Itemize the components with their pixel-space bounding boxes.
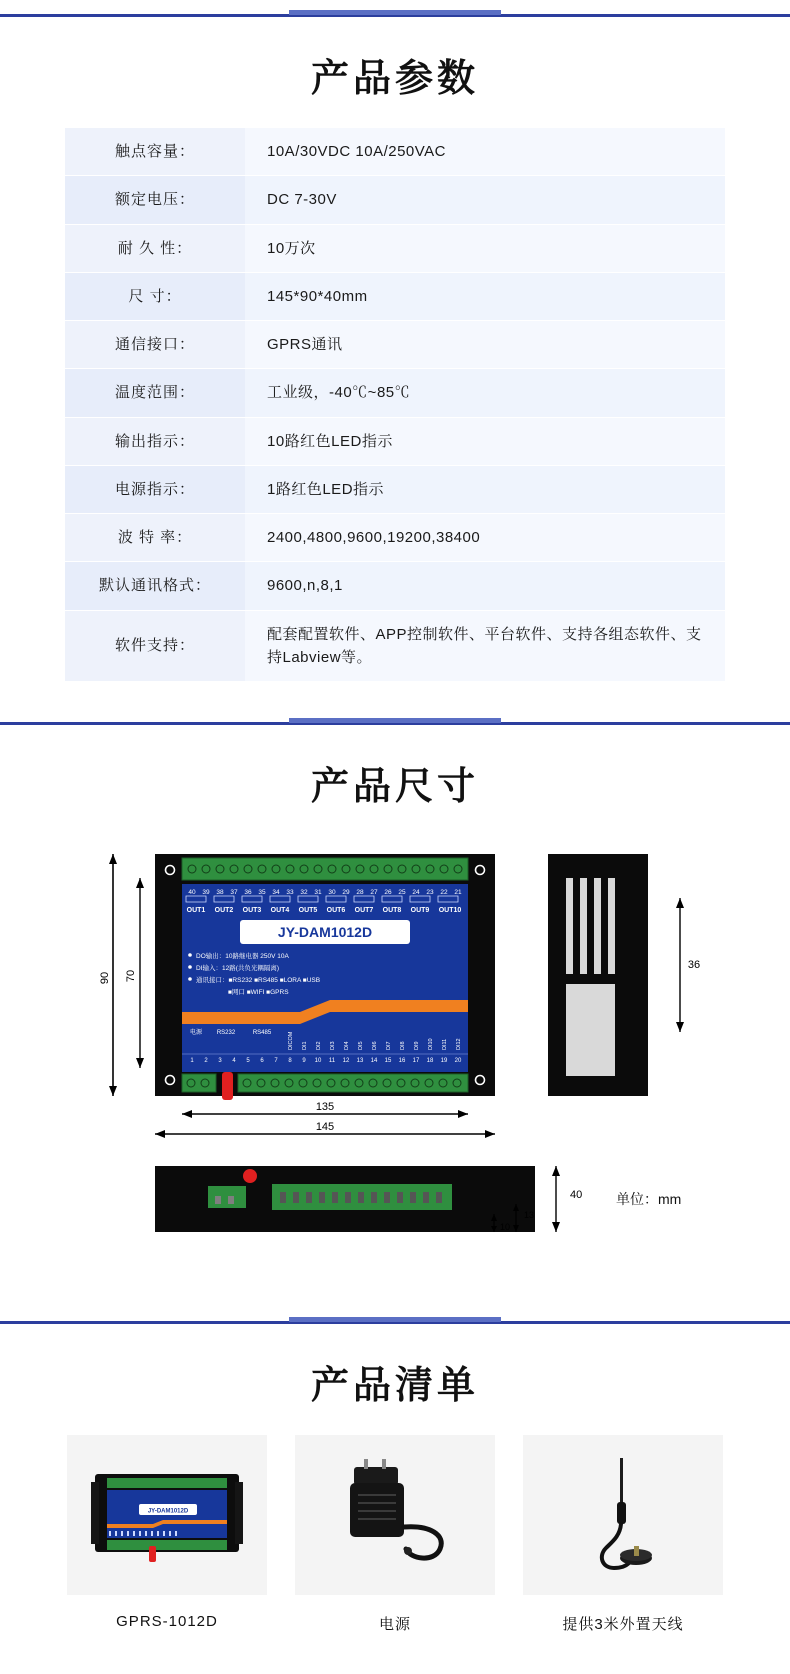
dim-label-70: 70 (125, 969, 137, 983)
spec-value: DC 7-30V (245, 176, 725, 224)
power-adapter-photo (320, 1455, 470, 1575)
spec-table-body (65, 128, 725, 682)
table-row (65, 369, 725, 417)
svg-text:OUT8: OUT8 (382, 907, 402, 914)
svg-text:32: 32 (300, 889, 308, 896)
svg-text:3: 3 (218, 1058, 222, 1064)
spec-key: 电源指示： (65, 465, 245, 513)
board-bullet: 通讯接口：■RS232 ■RS485 ■LORA ■USB (196, 977, 321, 984)
rs485-label: RS485 (252, 1030, 272, 1036)
list-item (295, 1435, 495, 1634)
svg-text:36: 36 (244, 889, 252, 896)
spec-value: GPRS通讯 (245, 321, 725, 369)
svg-text:DI3: DI3 (330, 1041, 336, 1050)
product-photo-antenna (523, 1435, 723, 1595)
page-title-list: 产品清单 (310, 1363, 479, 1407)
spec-value: 2400,4800,9600,19200,38400 (245, 514, 725, 562)
svg-text:OUT2: OUT2 (214, 907, 234, 914)
svg-text:30: 30 (328, 889, 336, 896)
svg-text:9: 9 (302, 1058, 306, 1064)
spec-value: 1路红色LED指示 (245, 465, 725, 513)
dimension-drawing-wrap (0, 836, 790, 1307)
svg-text:7: 7 (274, 1058, 278, 1064)
svg-text:18: 18 (426, 1058, 434, 1064)
divider-accent (289, 10, 501, 15)
svg-text:31: 31 (314, 889, 322, 896)
front-terminal-small (208, 1186, 246, 1208)
dim-label-135: 135 (315, 1101, 335, 1113)
svg-text:40: 40 (188, 889, 196, 896)
svg-text:38: 38 (216, 889, 224, 896)
item-caption: GPRS-1012D (116, 1613, 218, 1630)
spec-key: 温度范围： (65, 369, 245, 417)
svg-text:8: 8 (288, 1058, 292, 1064)
list-item (67, 1435, 267, 1634)
spec-key: 软件支持： (65, 610, 245, 682)
svg-text:DI6: DI6 (372, 1041, 378, 1050)
svg-text:26: 26 (384, 889, 392, 896)
svg-text:DI1: DI1 (302, 1041, 308, 1050)
svg-text:DI5: DI5 (358, 1041, 364, 1050)
table-row (65, 128, 725, 176)
antenna-connector (222, 1072, 233, 1100)
table-row (65, 562, 725, 610)
board-bullet: DO输出：10路继电器 250V 10A (196, 953, 289, 960)
svg-text:16: 16 (398, 1058, 406, 1064)
list-item (523, 1435, 723, 1634)
svg-text:17: 17 (412, 1058, 420, 1064)
table-row (65, 514, 725, 562)
dim-label-145: 145 (315, 1121, 335, 1133)
table-row (65, 224, 725, 272)
svg-text:10: 10 (314, 1058, 322, 1064)
table-row (65, 176, 725, 224)
table-row (65, 321, 725, 369)
svg-text:22: 22 (440, 889, 448, 896)
spec-key: 通信接口： (65, 321, 245, 369)
svg-text:DI10: DI10 (428, 1038, 434, 1050)
item-caption: 提供3米外置天线 (562, 1616, 684, 1633)
svg-text:OUT1: OUT1 (186, 907, 206, 914)
spec-value: 145*90*40mm (245, 272, 725, 320)
svg-text:DI9: DI9 (414, 1041, 420, 1050)
spec-key: 耐 久 性： (65, 224, 245, 272)
svg-text:5: 5 (246, 1058, 250, 1064)
svg-text:11: 11 (328, 1058, 336, 1064)
svg-text:28: 28 (356, 889, 364, 896)
section-divider-top (0, 14, 790, 17)
unit-note: 单位：mm (616, 1191, 682, 1207)
svg-text:DI7: DI7 (386, 1041, 392, 1050)
svg-text:13: 13 (356, 1058, 364, 1064)
svg-text:OUT6: OUT6 (326, 907, 346, 914)
spec-value: 10A/30VDC 10A/250VAC (245, 128, 725, 176)
svg-text:23: 23 (426, 889, 434, 896)
section-product-parameters (0, 0, 790, 682)
spec-key: 波 特 率： (65, 514, 245, 562)
svg-text:2: 2 (204, 1058, 208, 1064)
dim-label-13: 13 (524, 1210, 535, 1220)
dim-label-90: 90 (99, 971, 111, 985)
svg-text:1: 1 (190, 1058, 194, 1064)
svg-text:6: 6 (260, 1058, 264, 1064)
svg-text:20: 20 (454, 1058, 462, 1064)
antenna-photo (548, 1450, 698, 1580)
svg-text:21: 21 (454, 889, 462, 896)
svg-text:OUT4: OUT4 (270, 907, 290, 914)
terminal-strip-top (182, 858, 468, 880)
spec-value: 工业级，-40℃~85℃ (245, 369, 725, 417)
spec-key: 输出指示： (65, 417, 245, 465)
svg-text:14: 14 (370, 1058, 378, 1064)
svg-text:33: 33 (286, 889, 294, 896)
dim-depth-40 (552, 1166, 560, 1232)
svg-text:35: 35 (258, 889, 266, 896)
divider-accent (289, 1317, 501, 1322)
dim-label-10: 10 (500, 1222, 511, 1232)
svg-text:27: 27 (370, 889, 378, 896)
bullet-dot-icon (188, 965, 192, 969)
svg-text:OUT5: OUT5 (298, 907, 318, 914)
board-bullet: ■网口 ■WIFI ■GPRS (228, 989, 289, 996)
led-indicator (243, 1169, 257, 1183)
divider-accent (289, 718, 501, 723)
item-caption: 电源 (378, 1616, 411, 1633)
spec-key: 默认通讯格式： (65, 562, 245, 610)
spec-key: 额定电压： (65, 176, 245, 224)
svg-text:DI11: DI11 (442, 1038, 448, 1050)
spec-value: 10路红色LED指示 (245, 417, 725, 465)
power-label: 电源 (189, 1030, 203, 1036)
svg-text:25: 25 (398, 889, 406, 896)
spec-value: 配套配置软件、APP控制软件、平台软件、支持各组态软件、支持Labview等。 (245, 610, 725, 682)
svg-text:OUT10: OUT10 (438, 907, 462, 914)
svg-text:12: 12 (342, 1058, 350, 1064)
section-divider-list (0, 1321, 790, 1324)
svg-text:DI8: DI8 (400, 1041, 406, 1050)
svg-text:DI12: DI12 (456, 1038, 462, 1050)
table-row (65, 610, 725, 682)
section-divider-dimensions (0, 722, 790, 725)
svg-text:OUT9: OUT9 (410, 907, 430, 914)
product-items (0, 1435, 790, 1674)
rs232-label: RS232 (216, 1030, 236, 1036)
board-bullet: DI输入：12路(共负光耦隔离) (196, 965, 280, 972)
bullet-dot-icon (188, 953, 192, 957)
svg-text:29: 29 (342, 889, 350, 896)
dim-label-36: 36 (687, 959, 701, 971)
svg-text:39: 39 (202, 889, 210, 896)
spec-key: 尺 寸： (65, 272, 245, 320)
svg-text:37: 37 (230, 889, 238, 896)
table-row (65, 417, 725, 465)
svg-text:DICOM: DICOM (288, 1031, 294, 1050)
section-product-list (0, 1307, 790, 1674)
spec-key: 触点容量： (65, 128, 245, 176)
svg-text:OUT7: OUT7 (354, 907, 374, 914)
spec-table (65, 128, 725, 682)
dim-label-40: 40 (570, 1189, 583, 1201)
table-row (65, 272, 725, 320)
bullet-dot-icon (188, 977, 192, 981)
section-product-dimensions (0, 708, 790, 1307)
svg-text:15: 15 (384, 1058, 392, 1064)
model-name: JY-DAM1012D (277, 924, 373, 940)
spec-value: 10万次 (245, 224, 725, 272)
product-photo-power (295, 1435, 495, 1595)
product-photo-controller (67, 1435, 267, 1595)
svg-text:4: 4 (232, 1058, 236, 1064)
svg-text:JY-DAM1012D: JY-DAM1012D (147, 1508, 189, 1515)
svg-text:19: 19 (440, 1058, 448, 1064)
page-title-dimensions: 产品尺寸 (310, 764, 479, 808)
svg-text:OUT3: OUT3 (242, 907, 262, 914)
controller-board-photo (87, 1460, 247, 1570)
dim-height-70 (136, 878, 144, 1068)
svg-text:DI2: DI2 (316, 1041, 322, 1050)
dimension-drawing (0, 836, 790, 1276)
page-title-parameters: 产品参数 (310, 56, 479, 100)
svg-text:DI4: DI4 (344, 1041, 350, 1050)
table-row (65, 465, 725, 513)
svg-text:34: 34 (272, 889, 280, 896)
svg-text:24: 24 (412, 889, 420, 896)
spec-value: 9600,n,8,1 (245, 562, 725, 610)
dim-side-36 (676, 898, 684, 1032)
